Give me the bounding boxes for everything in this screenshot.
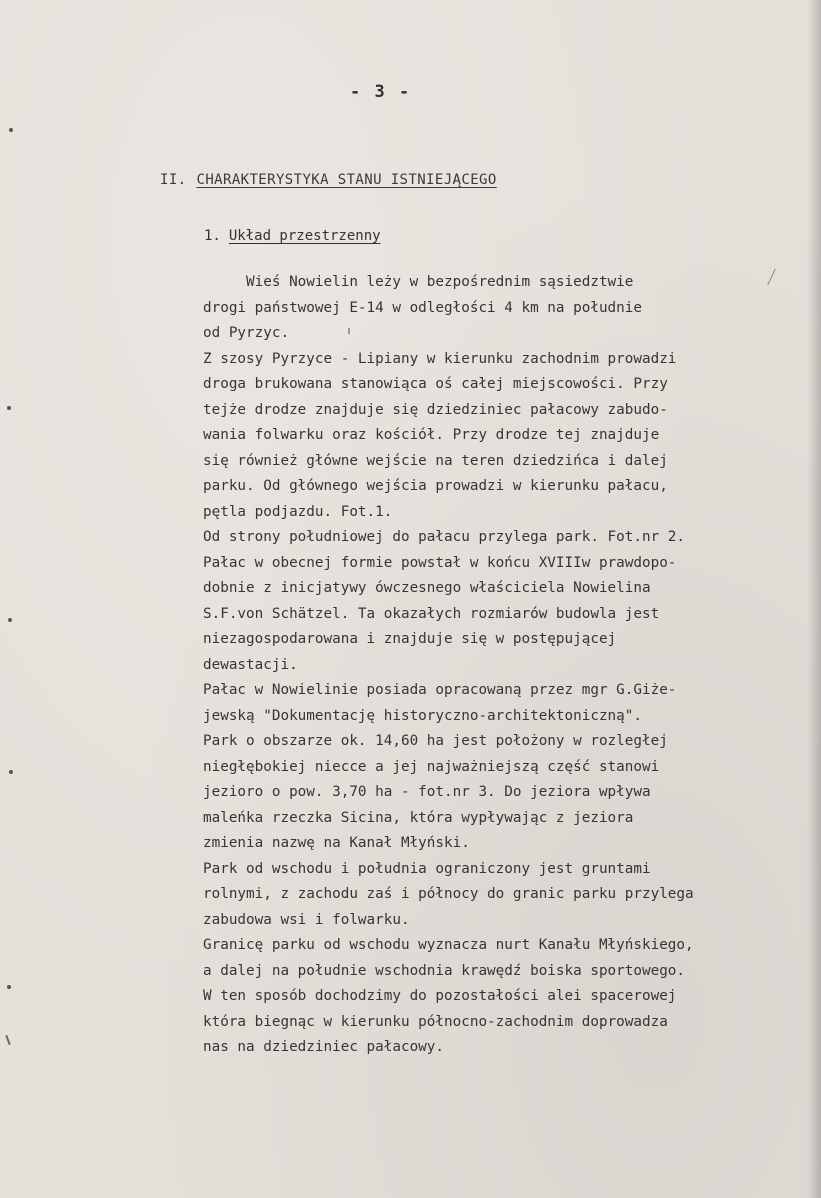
margin-mark <box>9 770 13 774</box>
text-line: się również główne wejście na teren dziedzińca i dalej <box>203 452 668 469</box>
text-line: maleńka rzeczka Sicina, która wypływając z jeziora <box>203 809 634 826</box>
margin-mark <box>9 128 13 132</box>
text-line: Park od wschodu i południa ograniczony jest gruntami <box>203 860 651 877</box>
section-number: II. <box>160 172 187 188</box>
text-line: Z szosy Pyrzyce - Lipiany w kierunku zachodnim prowadzi <box>203 350 677 367</box>
text-line: zmienia nazwę na Kanał Młyński. <box>203 835 470 851</box>
text-line: od Pyrzyc. <box>203 325 290 341</box>
text-line: S.F.von Schätzel. Ta okazałych rozmiarów budowla jest <box>203 605 660 622</box>
text-line: Od strony południowej do pałacu przylega park. Fot.nr 2. <box>203 529 686 545</box>
text-line: W ten sposób dochodzimy do pozostałości alei spacerowej <box>203 988 677 1004</box>
text-line: parku. Od głównego wejścia prowadzi w kierunku pałacu, <box>203 478 668 494</box>
text-line: pętla podjazdu. Fot.1. <box>203 503 393 520</box>
section-heading <box>160 172 497 188</box>
section-title: CHARAKTERYSTYKA STANU ISTNIEJĄCEGO <box>196 172 497 188</box>
text-line: niezagospodarowana i znajduje się w postępującej <box>203 631 617 647</box>
subsection-heading <box>204 228 381 244</box>
margin-mark <box>8 618 12 622</box>
text-line: Pałac w Nowielinie posiada opracowaną przez mgr G.Giże- <box>203 682 677 698</box>
text-line: drogi państwowej E-14 w odległości 4 km na południe <box>203 299 642 316</box>
margin-tick <box>5 1035 10 1045</box>
text-line: rolnymi, z zachodu zaś i północy do granic parku przylega <box>203 886 694 902</box>
text-line: dewastacji. <box>203 656 298 673</box>
text-line: jezioro o pow. 3,70 ha - fot.nr 3. Do jeziora wpływa <box>203 784 651 800</box>
text-line: Pałac w obecnej formie powstał w końcu XVIIIw prawdopo- <box>203 554 677 571</box>
text-line: wania folwarku oraz kościół. Przy drodze tej znajduje <box>203 427 660 443</box>
subsection-title: Układ przestrzenny <box>228 228 381 244</box>
text-line: jewską "Dokumentację historyczno-architektoniczną". <box>203 707 642 724</box>
text-line: a dalej na południe wschodnia krawędź boiska sportowego. <box>203 962 686 979</box>
body-text <box>203 270 793 1061</box>
page-edge-shadow <box>807 0 821 1198</box>
text-line: dobnie z inicjatywy ówczesnego właściciela Nowielina <box>203 580 651 596</box>
margin-mark <box>7 406 11 410</box>
text-line: Granicę parku od wschodu wyznacza nurt Kanału Młyńskiego, <box>203 937 694 953</box>
text-line: droga brukowana stanowiąca oś całej miejscowości. Przy <box>203 376 668 392</box>
margin-mark <box>7 985 11 989</box>
text-line: Park o obszarze ok. 14,60 ha jest położony w rozległej <box>203 733 668 749</box>
text-line: niegłębokiej niecce a jej najważniejszą część stanowi <box>203 758 660 775</box>
text-line: tejże drodze znajduje się dziedziniec pałacowy zabudo- <box>203 401 668 418</box>
text-line: która biegnąc w kierunku północno-zachodnim doprowadza <box>203 1013 668 1030</box>
text-line: nas na dziedziniec pałacowy. <box>203 1039 445 1055</box>
subsection-number: 1. <box>204 228 221 244</box>
text-line: zabudowa wsi i folwarku. <box>203 911 410 928</box>
page-number: - 3 - <box>350 82 412 102</box>
text-line: Wieś Nowielin leży w bezpośrednim sąsiedztwie <box>203 274 634 290</box>
